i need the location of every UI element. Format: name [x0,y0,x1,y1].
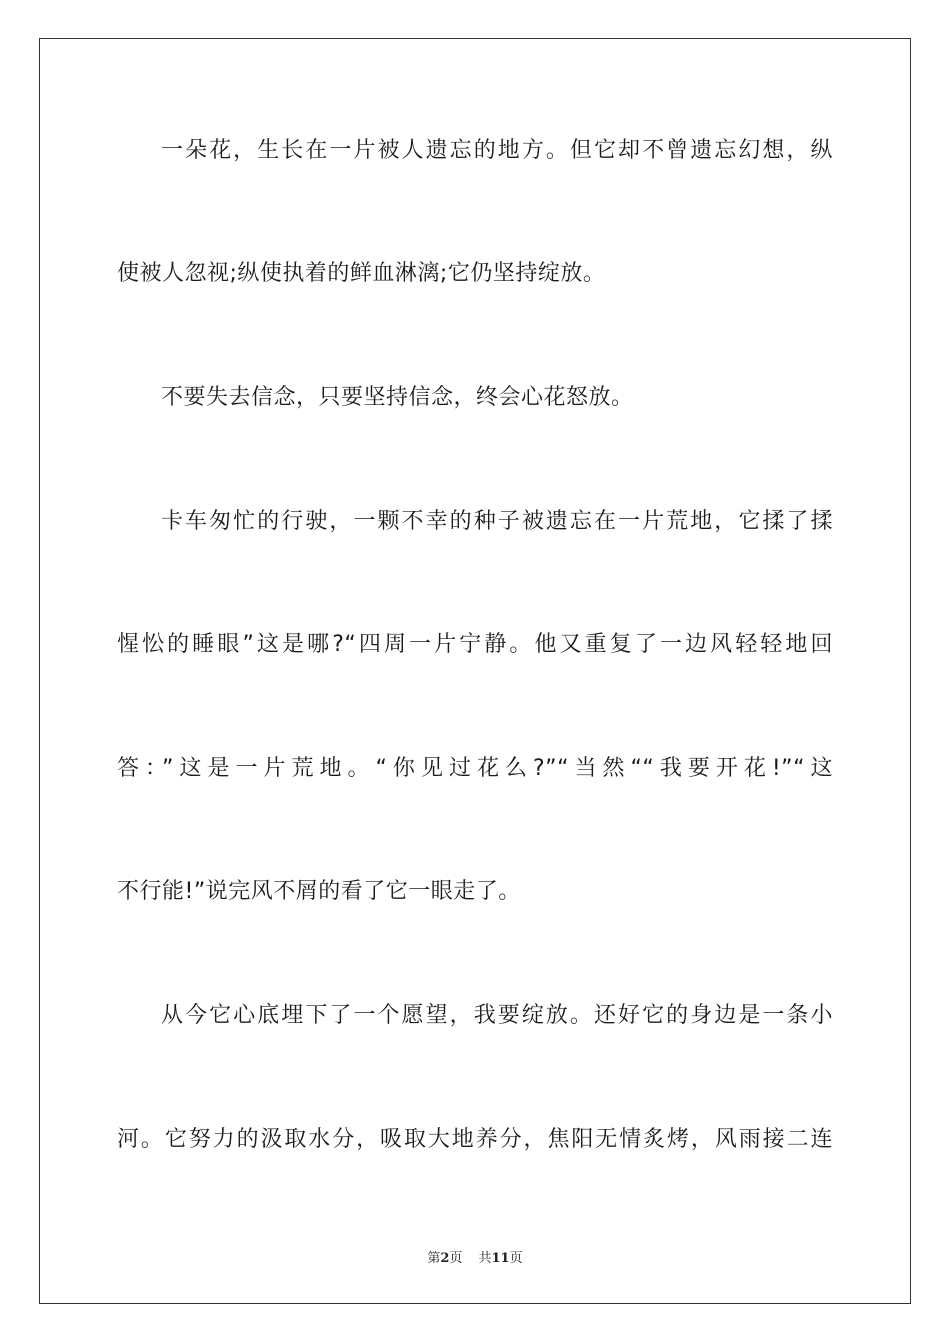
total-pages: 11 [491,1251,510,1266]
page-border [39,38,911,1304]
text-line: 卡车匆忙的行驶，一颗不幸的种子被遗忘在一片荒地，它揉了揉 [161,509,833,534]
text-line: 不要失去信念，只要坚持信念，终会心花怒放。 [161,385,634,410]
page-number: 2 [440,1251,450,1266]
text-line: 惺忪的睡眼”这是哪?“四周一片宁静。他又重复了一边风轻轻地回 [117,632,833,657]
text-line: 使被人忽视;纵使执着的鲜血淋漓;它仍坚持绽放。 [117,261,606,286]
total-prefix: 共 [478,1251,492,1266]
text-line: 河。它努力的汲取水分，吸取大地养分，焦阳无情炙烤，风雨接二连 [117,1127,833,1152]
page-prefix: 第 [427,1251,441,1266]
text-line: 从今它心底埋下了一个愿望，我要绽放。还好它的身边是一条小 [161,1003,833,1028]
page-footer [0,1247,950,1266]
text-line: 不行能!”说完风不屑的看了它一眼走了。 [117,879,521,904]
text-line: 答：”这是一片荒地。“你见过花么?”“当然““我要开花!”“这 [117,756,833,781]
page-suffix: 页 [449,1251,463,1266]
total-suffix: 页 [509,1251,523,1266]
text-line: 一朵花，生长在一片被人遗忘的地方。但它却不曾遗忘幻想，纵 [161,138,833,163]
